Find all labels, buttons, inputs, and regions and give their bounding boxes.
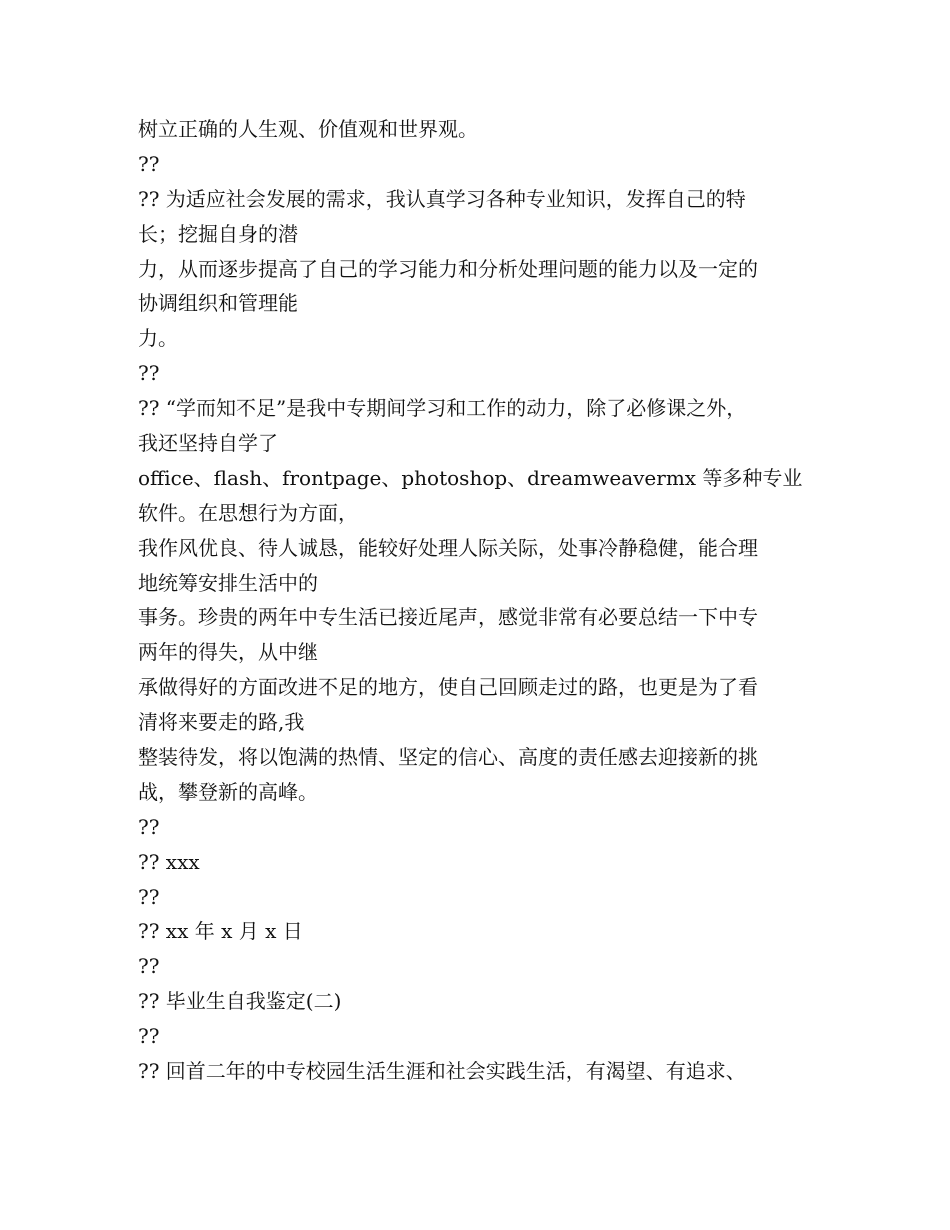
text-line: 我作风优良、待人诚恳，能较好处理人际关际，处事冷静稳健，能合理: [138, 535, 758, 560]
text-line: ??: [138, 814, 160, 839]
text-line: 我还坚持自学了: [138, 431, 278, 456]
text-line: ?? 回首二年的中专校园生活生涯和社会实践生活，有渴望、有追求、: [138, 1059, 746, 1084]
text-line: ??: [138, 1024, 160, 1049]
text-line: 力。: [138, 326, 178, 351]
text-line: ??: [138, 361, 160, 386]
text-line: ?? 为适应社会发展的需求，我认真学习各种专业知识，发挥自己的特: [138, 186, 746, 211]
text-line: 地统筹安排生活中的: [138, 570, 318, 595]
text-line: 软件。在思想行为方面，: [138, 500, 358, 525]
text-line: 协调组织和管理能: [138, 291, 298, 316]
text-line: ??: [138, 954, 160, 979]
text-line: 承做得好的方面改进不足的地方，使自己回顾走过的路，也更是为了看: [138, 675, 758, 700]
signature-name: ?? xxx: [138, 849, 200, 874]
text-line: 清将来要走的路,我: [138, 710, 305, 735]
text-line: 整装待发，将以饱满的热情、坚定的信心、高度的责任感去迎接新的挑: [138, 745, 758, 770]
text-line: ?? “学而知不足”是我中专期间学习和工作的动力，除了必修课之外，: [138, 396, 747, 421]
text-line: office、flash、frontpage、photoshop、dreamweavermx 等多种专业: [138, 465, 803, 490]
text-line: ??: [138, 151, 160, 176]
document-body: [138, 112, 828, 1089]
signature-date: ?? xx 年 x 月 x 日: [138, 919, 303, 944]
section-heading: ?? 毕业生自我鉴定(二): [138, 989, 342, 1014]
text-line: 长；挖掘自身的潜: [138, 221, 298, 246]
text-line: 树立正确的人生观、价值观和世界观。: [138, 117, 478, 141]
text-line: 事务。珍贵的两年中专生活已接近尾声，感觉非常有必要总结一下中专: [138, 605, 758, 630]
text-line: 两年的得失，从中继: [138, 640, 318, 665]
text-line: ??: [138, 884, 160, 909]
text-line: 力，从而逐步提高了自己的学习能力和分析处理问题的能力以及一定的: [138, 256, 758, 281]
text-line: 战，攀登新的高峰。: [138, 779, 318, 804]
